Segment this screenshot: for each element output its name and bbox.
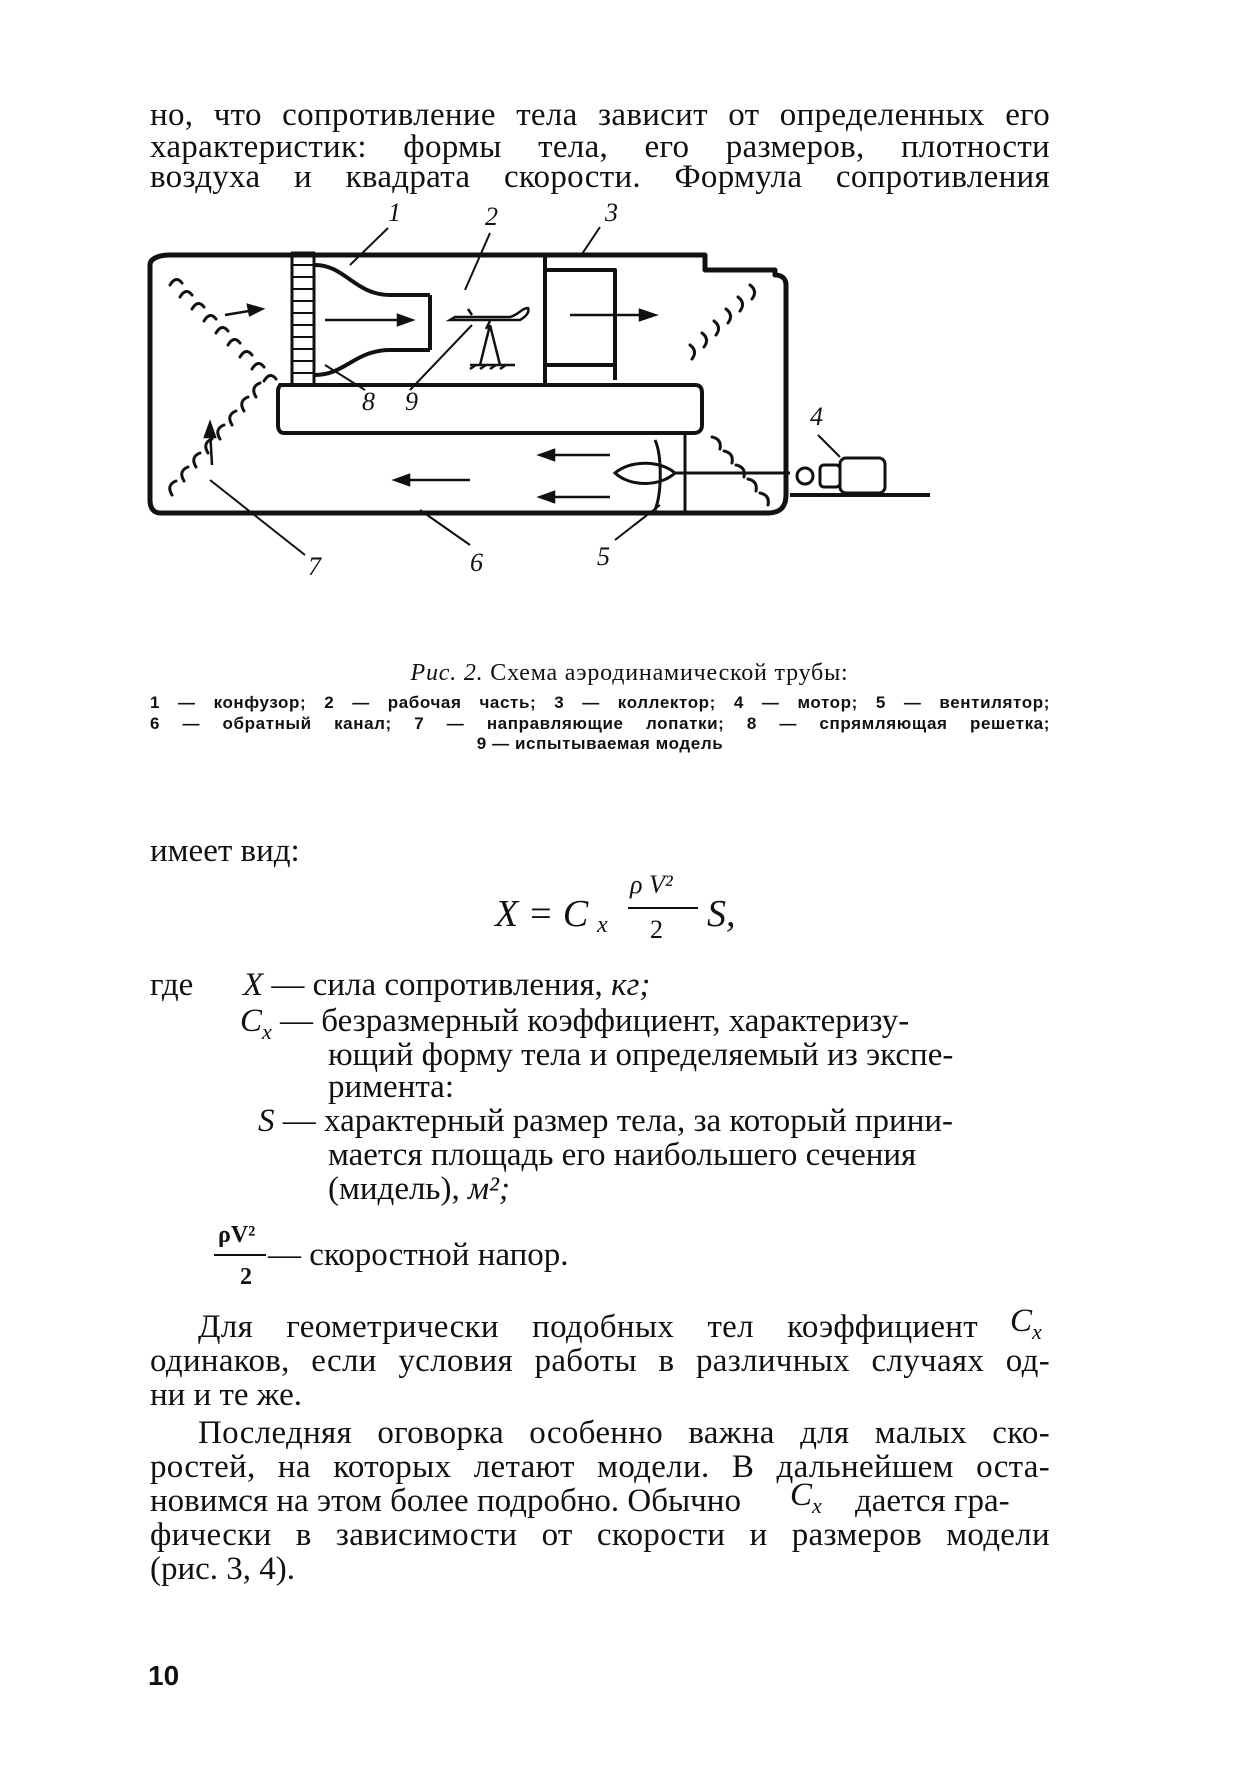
fan xyxy=(615,440,790,510)
cx-definition-2: ющий форму тела и определяемый из экспе- xyxy=(328,1037,954,1073)
formula-tail: S, xyxy=(707,893,736,935)
straightening-grid xyxy=(292,253,314,385)
para1-cx-subscript: x xyxy=(1032,1319,1042,1344)
para2-line-3a: новимся на этом более подробно. Обычно xyxy=(150,1483,741,1519)
top-text-line-1: но, что сопротивление тела зависит от определенных его xyxy=(150,97,1050,133)
collector xyxy=(545,255,615,365)
legend-line-1: 1 — конфузор; 2 — рабочая часть; 3 — коллектор; 4 — мотор; 5 — вентилятор; xyxy=(150,693,1050,712)
page-number: 10 xyxy=(148,1660,180,1691)
formula-denominator: 2 xyxy=(650,915,663,944)
formula-lhs: X = C xyxy=(495,893,589,935)
label-3: 3 xyxy=(605,198,618,227)
q-numerator: ρV² xyxy=(218,1222,256,1248)
label-2: 2 xyxy=(485,202,498,231)
label-9: 9 xyxy=(405,387,418,416)
para2-line-4: фически в зависимости от скорости и размеров модели xyxy=(150,1517,1050,1553)
return-channel-wall xyxy=(278,385,702,433)
label-4: 4 xyxy=(810,402,823,431)
top-text-line-2: характеристик: формы тела, его размеров, плотности xyxy=(150,129,1050,165)
label-5: 5 xyxy=(597,542,610,571)
s-unit: м²; xyxy=(467,1171,510,1207)
s-symbol: S xyxy=(258,1103,275,1139)
s-definition-3-text: (мидель), xyxy=(328,1171,460,1207)
caption-prefix: Рис. 2. xyxy=(410,660,484,686)
para1-line-3: ни и те же. xyxy=(150,1377,303,1413)
q-denominator: 2 xyxy=(240,1264,252,1290)
label-8: 8 xyxy=(362,387,375,416)
x-definition: — сила сопротивления, xyxy=(271,967,603,1003)
top-text-line-3: воздуха и квадрата скорости. Формула сопротивления xyxy=(150,159,1050,195)
def-x-line xyxy=(243,968,650,1002)
s-definition-3 xyxy=(328,1172,510,1206)
formula-subscript: x xyxy=(597,912,608,938)
figure-caption xyxy=(0,660,1259,687)
legend-line-3: 9 — испытываемая модель xyxy=(476,734,724,753)
caption-title: Схема аэродинамической трубы: xyxy=(490,660,849,686)
cx-subscript: x xyxy=(262,1019,272,1044)
def-s-line xyxy=(258,1104,953,1138)
cx-definition-3: римента: xyxy=(328,1069,454,1105)
drag-formula xyxy=(495,870,755,960)
label-6: 6 xyxy=(470,548,483,577)
para1-line-2: одинаков, если условия работы в различных случаях од- xyxy=(150,1343,1050,1379)
para2-line-5: (рис. 3, 4). xyxy=(150,1551,296,1587)
legend-line-2: 6 — обратный канал; 7 — направляющие лопатки; 8 — спрямляющая решетка; xyxy=(150,714,1050,733)
para1-cx-symbol: C xyxy=(1010,1303,1033,1339)
q-definition: — скоростной напор. xyxy=(268,1237,569,1273)
where-word: где xyxy=(150,967,194,1003)
formula-numerator: ρ V² xyxy=(630,870,673,899)
para2-line-3b: дается гра- xyxy=(855,1483,1010,1519)
formula-intro: имеет вид: xyxy=(150,833,300,869)
label-7: 7 xyxy=(308,552,321,581)
cx-definition-1: — безразмерный коэффициент, характеризу- xyxy=(280,1003,910,1039)
x-unit: кг; xyxy=(611,967,651,1003)
para2-line-1: Последняя оговорка особенно важна для малых ско- xyxy=(198,1415,1050,1451)
s-definition-1: — характерный размер тела, за который прини- xyxy=(282,1103,953,1139)
s-definition-2: мается площадь его наибольшего сечения xyxy=(328,1137,917,1173)
cx-symbol: C xyxy=(240,1003,263,1039)
wind-tunnel-diagram xyxy=(150,198,1060,655)
q-fraction-bar xyxy=(214,1254,266,1256)
para2-cx-symbol: C xyxy=(790,1477,813,1513)
label-1: 1 xyxy=(388,198,401,227)
para1-line-1: Для геометрически подобных тел коэффициент xyxy=(198,1309,978,1345)
para2-line-2: ростей, на которых летают модели. В дальнейшем оста- xyxy=(150,1449,1050,1485)
motor xyxy=(790,458,930,495)
turning-vanes xyxy=(170,279,769,505)
para2-cx-subscript: x xyxy=(812,1493,822,1518)
test-model xyxy=(450,308,528,369)
x-symbol: X xyxy=(243,967,264,1003)
